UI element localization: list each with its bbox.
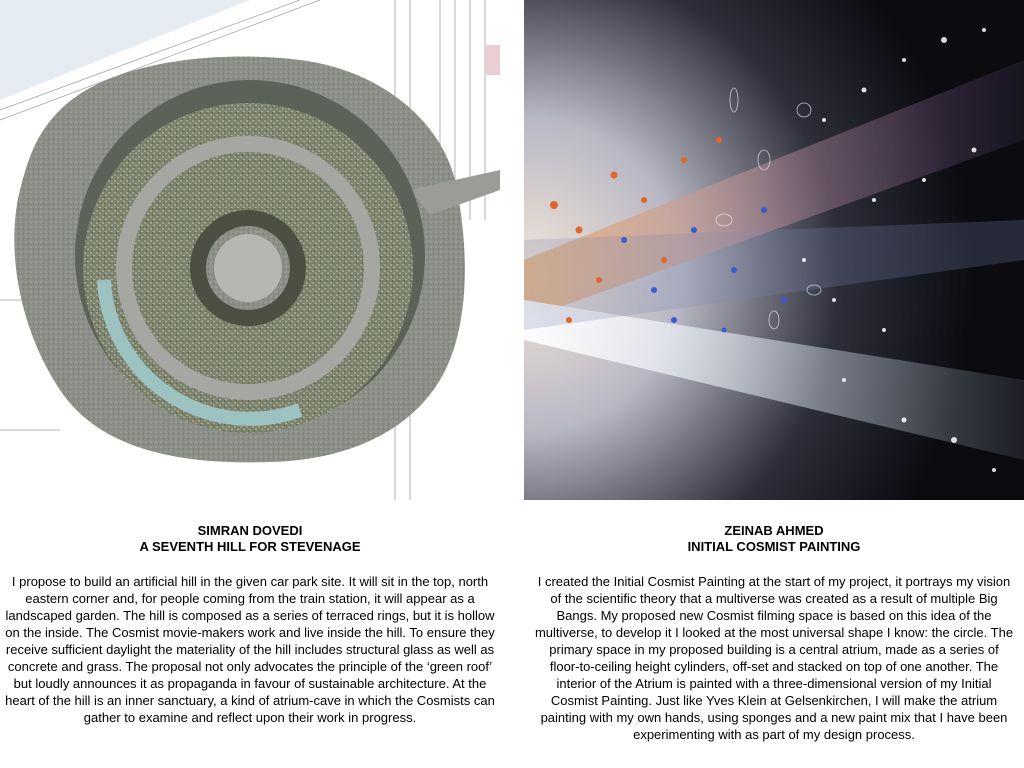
right-description: I created the Initial Cosmist Painting at the start of my project, it portrays my vision of the scientific theory that a multiverse was created as a result of multiple Big Bangs. My proposed new Cosmist filming space is based on this idea of the multiverse, to develop it I looked at the most universal shape I know: the circle. The primary space in my proposed building is a central atrium, made as a series of floor-to-ceiling height cylinders, off-set and stacked on top of one another. The interior of the Atrium is painted with a three-dimensional version of my Initial Cosmist Painting. Just like Yves Klein at Gelsenkirchen, I will make the atrium painting with my own hands, using sponges and a new paint mix that I have been experimenting with as part of my design process. — [534, 574, 1014, 742]
site-plan-rings-icon — [0, 0, 500, 500]
left-title: A SEVENTH HILL FOR STEVENAGE — [139, 539, 361, 554]
left-author: SIMRAN DOVEDI — [197, 523, 303, 538]
right-caption — [524, 523, 1024, 555]
left-panel — [0, 0, 500, 726]
left-description: I propose to build an artificial hill in the given car park site. It will sit in the top, north eastern corner and, for people coming from the train station, it will appear as a landscaped garden. The hill is composed as a series of terraced rings, but it is hollow on the inside. The Cosmist movie-makers work and live inside the hill. To ensure they receive sufficient daylight the materiality of the hill includes structural glass as well as concrete and grass. The proposal not only advocates the principle of the ‘green roof’ but loudly announces it as propaganda in favour of sustainable architecture. At the heart of the hill is an inner sanctuary, a kind of atrium-cave in which the Cosmists can gather to examine and reflect upon their work in progress. — [5, 574, 495, 725]
cosmic-painting-icon — [524, 0, 1024, 500]
right-panel — [524, 0, 1024, 743]
site-plan-image — [0, 0, 500, 500]
left-caption — [0, 523, 500, 555]
right-title: INITIAL COSMIST PAINTING — [687, 539, 861, 554]
painting-image — [524, 0, 1024, 500]
right-author: ZEINAB AHMED — [724, 523, 824, 538]
